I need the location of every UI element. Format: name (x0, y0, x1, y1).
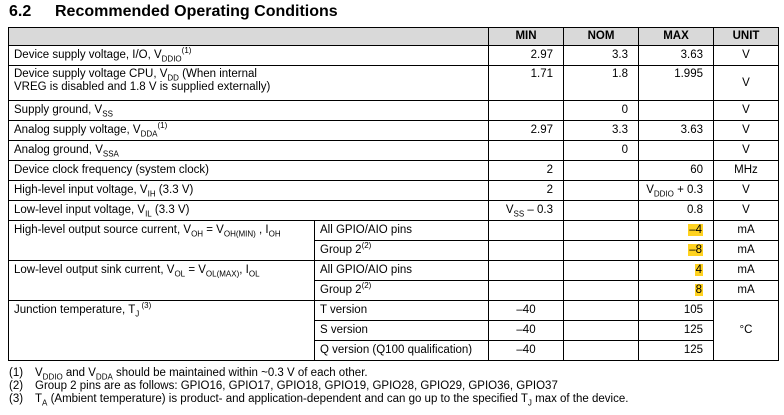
iol-all-unit: mA (714, 261, 779, 281)
vdd-nom: 1.8 (564, 66, 639, 101)
ioh-cond-all: All GPIO/AIO pins (315, 221, 489, 241)
vss-max (639, 101, 714, 121)
ioh-all-max (639, 221, 714, 241)
vddio-nom: 3.3 (564, 46, 639, 66)
table-row (9, 221, 779, 241)
header-unit: UNIT (714, 28, 779, 46)
vil-max: 0.8 (639, 201, 714, 221)
ioh-g2-nom (564, 241, 639, 261)
clock-max: 60 (639, 161, 714, 181)
param-vss: Supply ground, $V_{SS}$ (9, 101, 489, 121)
param-vdd: Device supply voltage CPU, $V_{DD}$ (When internal VREG is disabled and 1.8 V is supplied externally) (9, 66, 489, 101)
param-ioh: High-level output source current, $V_{OH} = V_{OH(MIN)}$ , $I_{OH}$ (9, 221, 315, 261)
tj-s-min: –40 (489, 321, 564, 341)
footnote-3: (3) $T_A$ (Ambient temperature) is product- and application-dependent and can go up to the specified $T_J$ max of the device. (9, 393, 629, 408)
tj-t-nom (564, 301, 639, 321)
vih-nom (564, 181, 639, 201)
highlighted-value: –8 (689, 244, 702, 256)
vil-unit: V (714, 201, 779, 221)
param-vdda: Analog supply voltage, $V_{DDA}^{(1)}$ (9, 121, 489, 141)
param-tj: Junction temperature, $T_J$ $^{(3)}$ (9, 301, 315, 361)
tj-s-nom (564, 321, 639, 341)
operating-conditions-table (8, 27, 779, 361)
vil-nom (564, 201, 639, 221)
iol-g2-unit: mA (714, 281, 779, 301)
table-row (9, 201, 779, 221)
iol-all-max (639, 261, 714, 281)
tj-unit: °C (714, 301, 779, 361)
header-min: MIN (489, 28, 564, 46)
vih-max: $V_{DDIO} + 0.3$ (639, 181, 714, 201)
tj-q-nom (564, 341, 639, 361)
tj-cond-s: S version (315, 321, 489, 341)
vdd-max: 1.995 (639, 66, 714, 101)
param-vssa: Analog ground, $V_{SSA}$ (9, 141, 489, 161)
vdd-unit: V (714, 66, 779, 101)
section-number: 6.2 (9, 3, 32, 20)
footnote-2: (2) Group 2 pins are as follows: GPIO16, GPIO17, GPIO18, GPIO19, GPIO28, GPIO29, GPIO36, GPIO37 (9, 380, 558, 392)
iol-g2-max (639, 281, 714, 301)
ioh-all-unit: mA (714, 221, 779, 241)
header-max: MAX (639, 28, 714, 46)
ioh-g2-max (639, 241, 714, 261)
param-vil: Low-level input voltage, $V_{IL}$ (3.3 V) (9, 201, 489, 221)
iol-all-min (489, 261, 564, 281)
table-row (9, 101, 779, 121)
vih-min: 2 (489, 181, 564, 201)
vss-min (489, 101, 564, 121)
vdda-min: 2.97 (489, 121, 564, 141)
vssa-max (639, 141, 714, 161)
tj-t-max: 105 (639, 301, 714, 321)
vddio-max: 3.63 (639, 46, 714, 66)
footnotes (9, 367, 628, 406)
vssa-nom: 0 (564, 141, 639, 161)
vss-nom: 0 (564, 101, 639, 121)
vih-unit: V (714, 181, 779, 201)
ioh-all-min (489, 221, 564, 241)
header-blank (9, 28, 489, 46)
table-row (9, 161, 779, 181)
tj-cond-q: Q version (Q100 qualification) (315, 341, 489, 361)
iol-all-nom (564, 261, 639, 281)
section-title (9, 3, 338, 21)
tj-q-max: 125 (639, 341, 714, 361)
iol-g2-min (489, 281, 564, 301)
tj-t-min: –40 (489, 301, 564, 321)
header-nom: NOM (564, 28, 639, 46)
ioh-g2-unit: mA (714, 241, 779, 261)
footnote-1: (1) $V_{DDIO}$ and $V_{DDA}$ should be maintained within ~0.3 V of each other. (9, 367, 368, 382)
ioh-cond-group2: Group 2$^{(2)}$ (315, 241, 489, 261)
param-clock: Device clock frequency (system clock) (9, 161, 489, 181)
vdda-nom: 3.3 (564, 121, 639, 141)
vdda-max: 3.63 (639, 121, 714, 141)
vssa-unit: V (714, 141, 779, 161)
clock-min: 2 (489, 161, 564, 181)
ioh-all-nom (564, 221, 639, 241)
vdd-min: 1.71 (489, 66, 564, 101)
table-row (9, 141, 779, 161)
table-row (9, 46, 779, 66)
highlighted-value: –4 (689, 224, 702, 236)
clock-unit: MHz (714, 161, 779, 181)
vssa-min (489, 141, 564, 161)
tj-s-max: 125 (639, 321, 714, 341)
section-title-text: Recommended Operating Conditions (55, 3, 338, 20)
iol-cond-group2: Group 2$^{(2)}$ (315, 281, 489, 301)
vil-min: $V_{SS} - 0.3$ (489, 201, 564, 221)
highlighted-value: 8 (695, 284, 702, 296)
vddio-unit: V (714, 46, 779, 66)
table-row (9, 301, 779, 321)
param-vddio: Device supply voltage, I/O, $V_{DDIO}^{(1)}$ (9, 46, 489, 66)
iol-g2-nom (564, 281, 639, 301)
table-row (9, 121, 779, 141)
iol-cond-all: All GPIO/AIO pins (315, 261, 489, 281)
param-iol: Low-level output sink current, $V_{OL} = V_{OL(MAX)}$, $I_{OL}$ (9, 261, 315, 301)
clock-nom (564, 161, 639, 181)
param-vih: High-level input voltage, $V_{IH}$ (3.3 V) (9, 181, 489, 201)
table-row (9, 181, 779, 201)
vss-unit: V (714, 101, 779, 121)
ioh-g2-min (489, 241, 564, 261)
vdda-unit: V (714, 121, 779, 141)
table-header-row (9, 28, 779, 46)
table-row (9, 66, 779, 101)
tj-q-min: –40 (489, 341, 564, 361)
highlighted-value: 4 (695, 264, 702, 276)
vddio-min: 2.97 (489, 46, 564, 66)
tj-cond-t: T version (315, 301, 489, 321)
table-row (9, 261, 779, 281)
